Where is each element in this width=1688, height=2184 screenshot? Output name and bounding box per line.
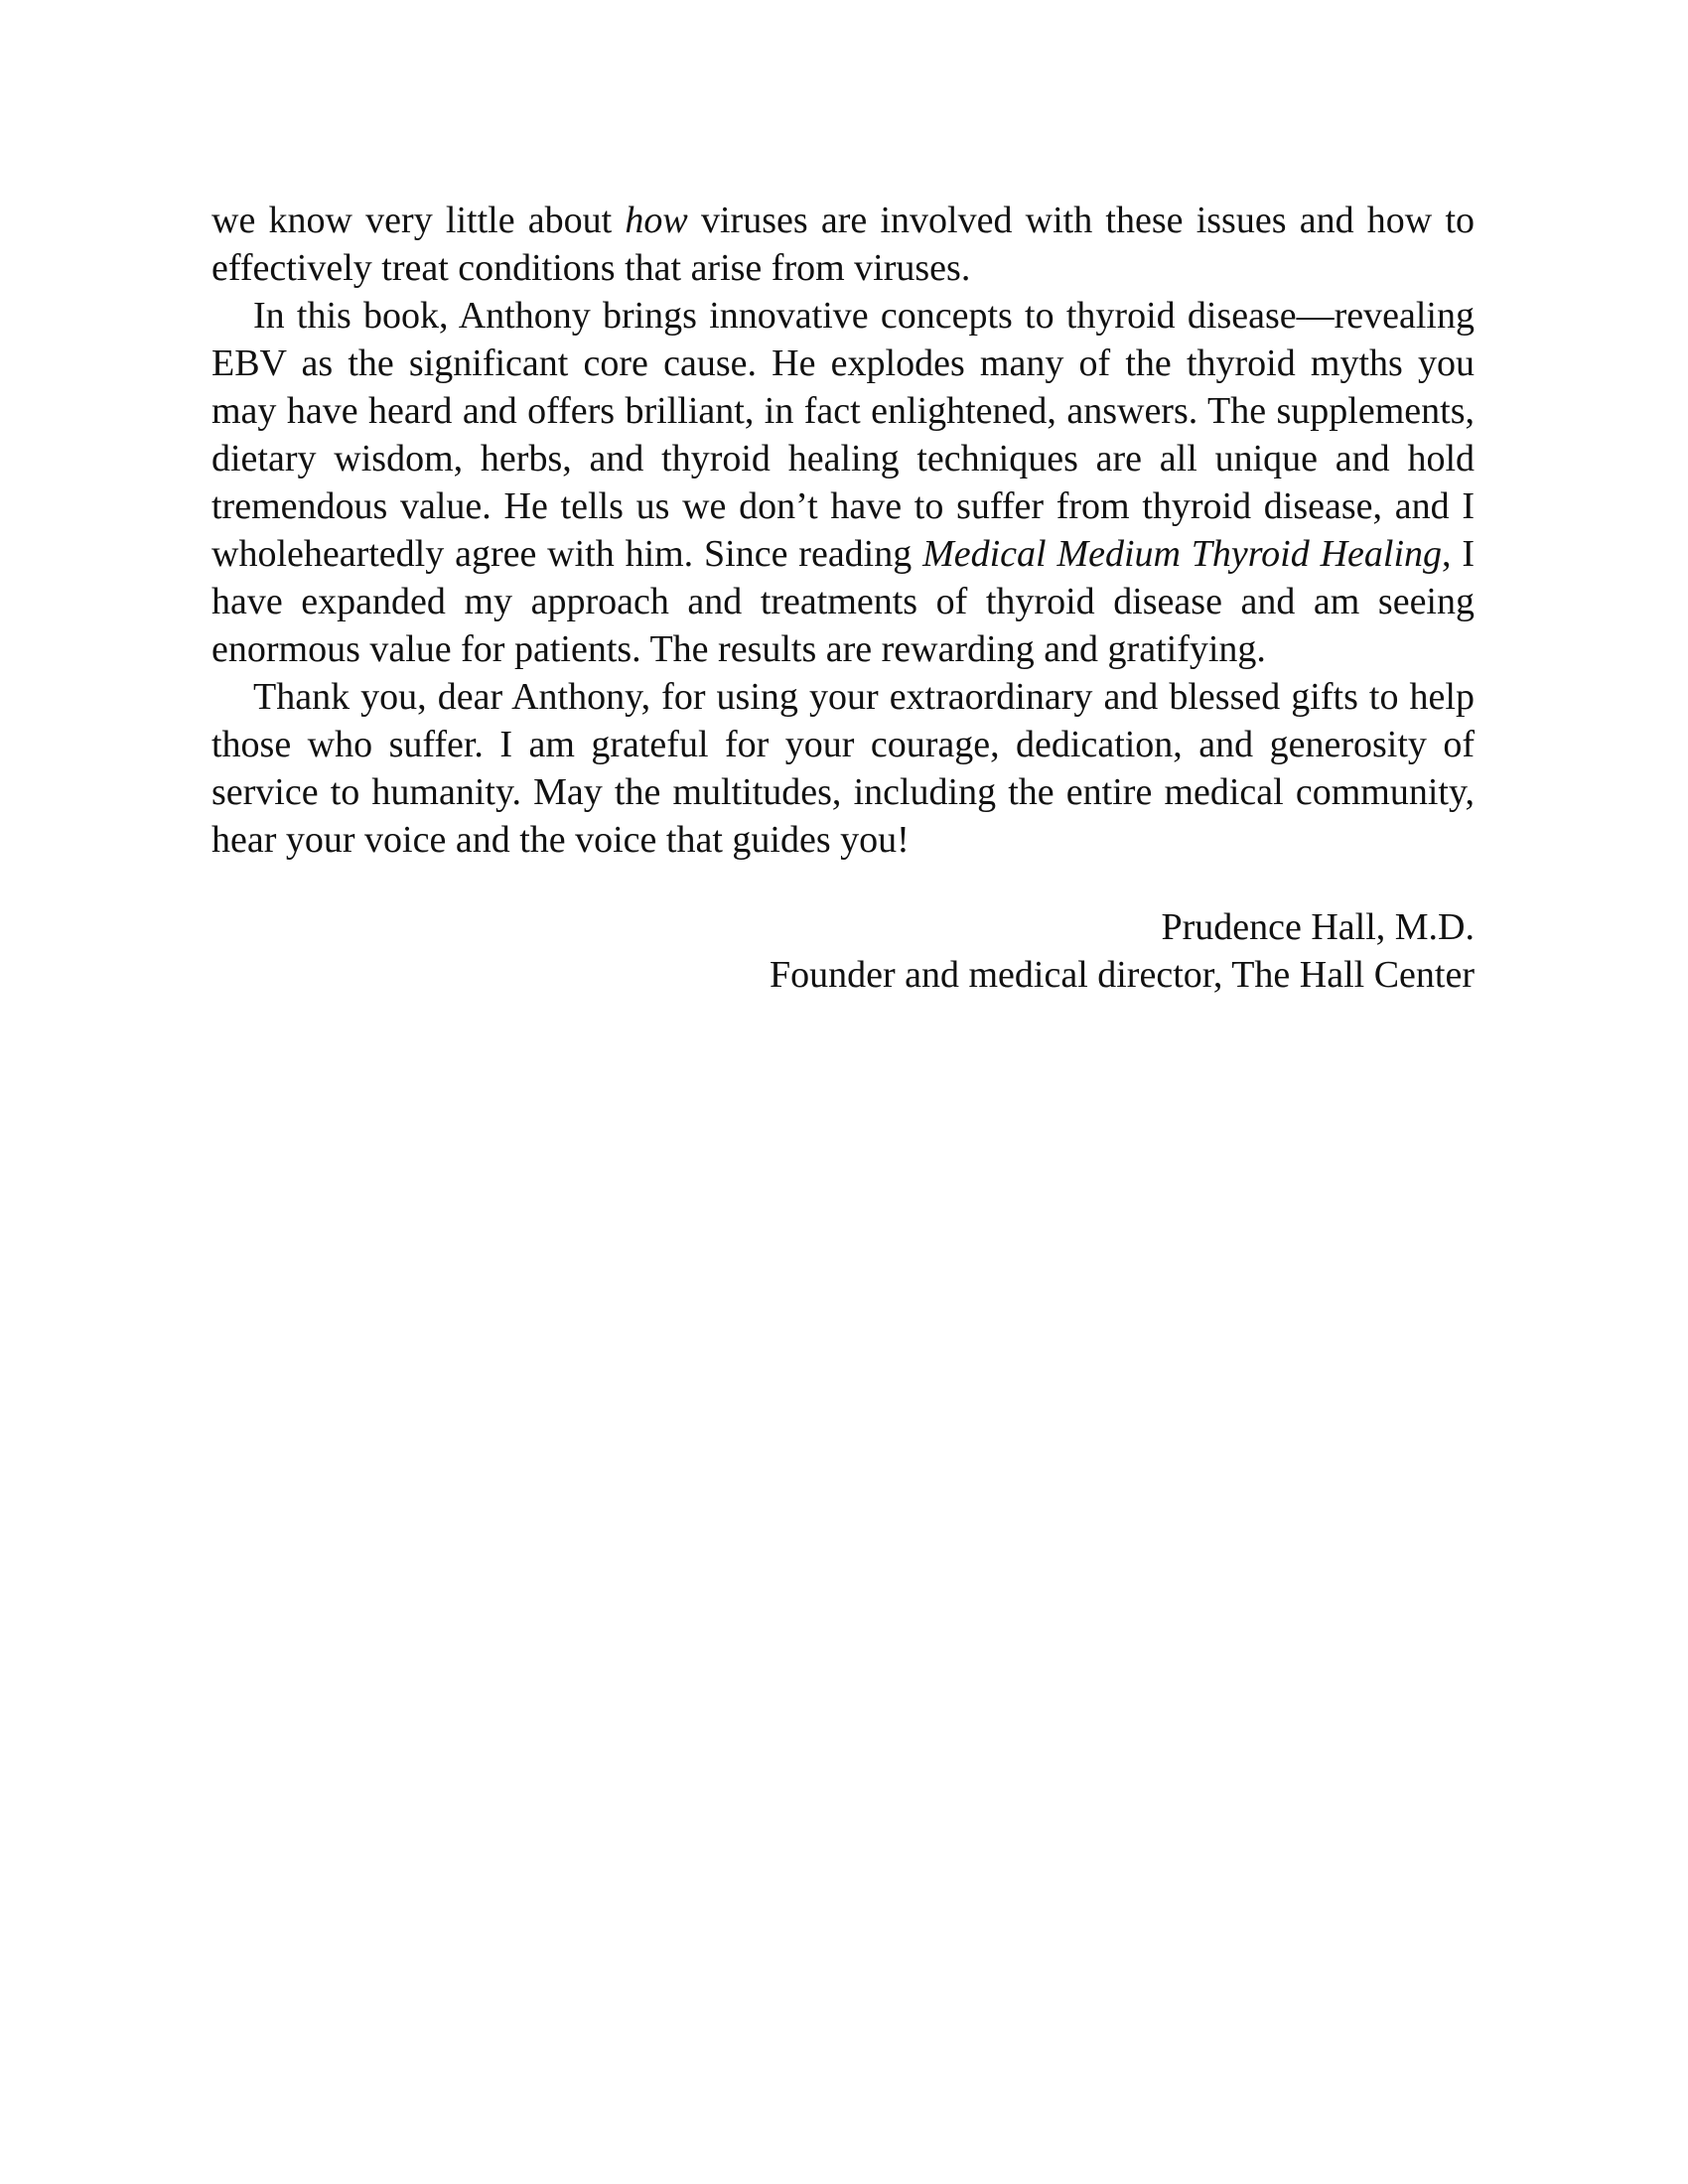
signature-name: Prudence Hall, M.D. [1161,906,1475,948]
paragraph-3-text: Thank you, dear Anthony, for using your extraordinary and blessed gifts to help those who suffer. I am grateful for your courage, dedication, and generosity of service to humanity. May the multitudes, including the entire medical community, hear your voice and the voice that guides you! [211,676,1475,861]
paragraph-1-text-b: viruses are involved with these issues and how to effectively treat conditions that arise from viruses. [211,200,1476,289]
signature-title: Founder and medical director, The Hall Center [769,954,1475,996]
paragraph-2-text-b: , I have expanded my approach and treatments of thyroid disease and am seeing enormous value for patients. The results are rewarding and gratifying. [211,533,1476,670]
signature-block [211,903,1475,999]
book-title: Medical Medium Thyroid Healing [922,533,1443,575]
document-page [211,197,1475,999]
paragraph-2 [211,292,1475,673]
paragraph-1 [211,197,1475,292]
paragraph-3 [211,673,1475,864]
paragraph-1-text-a: we know very little about [211,200,626,241]
paragraph-1-emphasis: how [625,200,688,241]
paragraph-2-text-a: In this book, Anthony brings innovative concepts to thyroid disease—revealing EBV as the significant core cause. He explodes many of the thyroid myths you may have heard and offers brilliant, in fact enlightened, answers. The supplements, dietary wisdom, herbs, and thyroid healing techniques are all unique and hold tremendous value. He tells us we don’t have to suffer from thyroid disease, and I wholeheartedly agree with him. Since reading [211,295,1475,575]
